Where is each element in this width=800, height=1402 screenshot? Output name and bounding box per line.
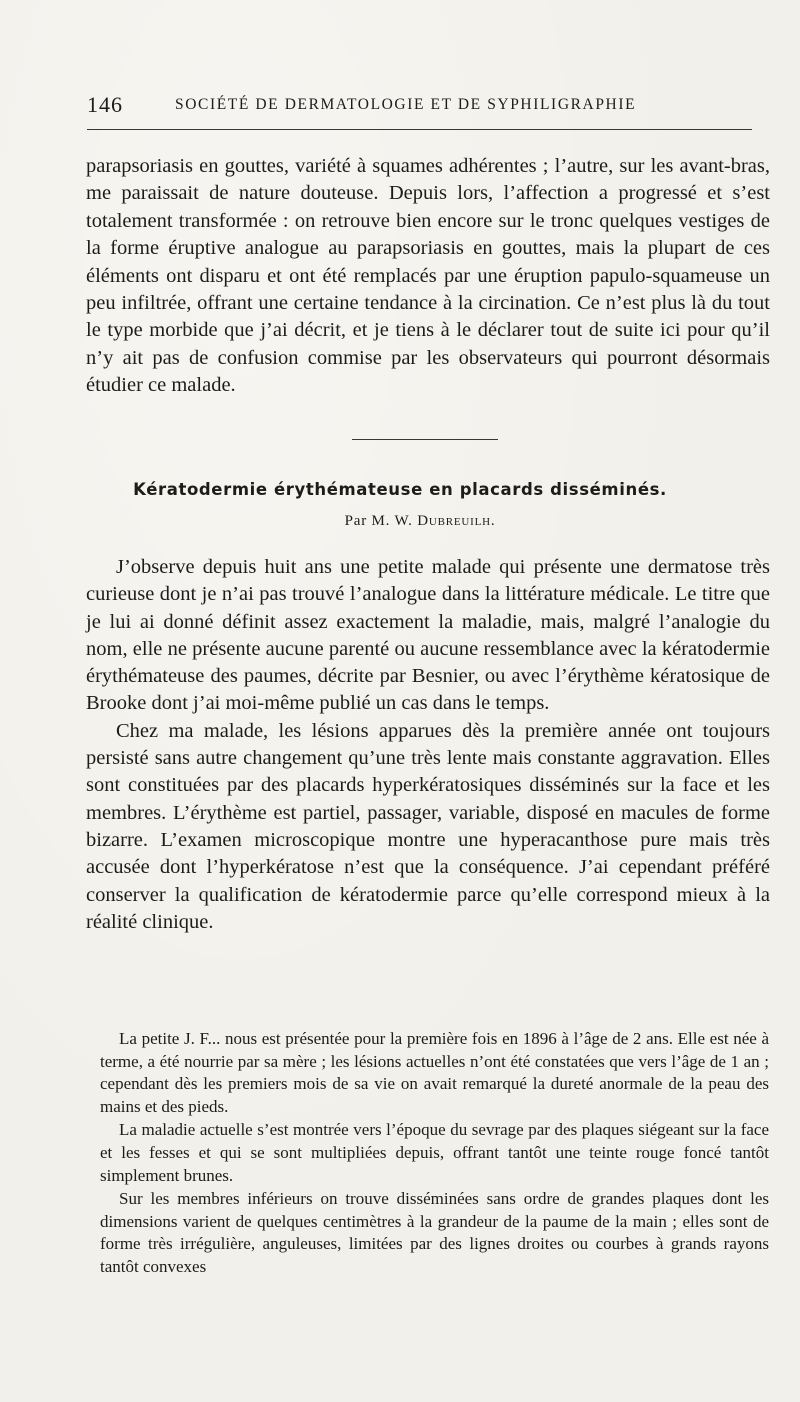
byline — [0, 513, 800, 530]
article-abstract — [86, 554, 770, 936]
case-report — [100, 1028, 769, 1279]
byline-prefix: Par M. W. — [344, 513, 413, 529]
running-head: SOCIÉTÉ DE DERMATOLOGIE ET DE SYPHILIGRAPHIE — [175, 96, 637, 113]
abstract-paragraph: J’observe depuis huit ans une petite malade qui présente une dermatose très curieuse dont je n’ai pas trouvé l’analogue dans la littérature médicale. Le titre que je lui ai donné définit assez exactement la maladie, mais, malgré l’analogie du nom, elle ne présente aucune parenté ou aucune ressemblance avec la kératodermie érythémateuse des paumes, décrite par Besnier, ou avec l’érythème kératosique de Brooke dont j’ai moi-même publié un cas dans le temps. — [86, 556, 770, 715]
abstract-paragraph: Chez ma malade, les lésions apparues dès la première année ont toujours persisté sans autre changement qu’une très lente mais constante aggravation. Elles sont constituées par des placards hyperkératosiques disséminés sur la face et les membres. L’érythème est partiel, passager, variable, disposé en macules de forme bizarre. L’examen microscopique montre une hyperacanthose pure mais très accusée dont l’hyperkératose n’est que la conséquence. J’ai cependant préféré conserver la qualification de kératodermie parce qu’elle correspond mieux à la réalité clinique. — [86, 719, 770, 933]
page-number: 146 — [87, 92, 123, 117]
article-title: Kératodermie érythémateuse en placards disséminés. — [133, 480, 667, 499]
section-divider — [352, 439, 498, 440]
author-name: Dubreuilh. — [417, 513, 496, 529]
case-paragraph: La maladie actuelle s’est montrée vers l’époque du sevrage par des plaques siégeant sur la face et les fesses et qui se sont multipliées depuis, offrant tantôt une teinte rouge foncé tantôt simplement brunes. — [100, 1120, 769, 1185]
header-rule — [87, 129, 752, 130]
case-paragraph: La petite J. F... nous est présentée pour la première fois en 1896 à l’âge de 2 ans. Elle est née à terme, a été nourrie par sa mère ; les lésions actuelles n’ont été constatées que vers l’âge de 1 an ; cependant dès les premiers mois de sa vie on avait remarqué la dureté anormale de la peau des mains et des pieds. — [100, 1029, 769, 1116]
page-header — [87, 92, 752, 120]
intro-paragraph: parapsoriasis en gouttes, variété à squames adhérentes ; l’autre, sur les avant-bras, me paraissait de nature douteuse. Depuis lors, l’affection a progressé et s’est totalement transformée : on retrouve bien encore sur le tronc quelques vestiges de la forme éruptive analogue au parapsoriasis en gouttes, mais la plupart de ces éléments ont disparu et ont été remplacés par une éruption papulo-squameuse un peu infiltrée, offrant une certaine tendance à la circination. Ce n’est plus là du tout le type morbide que j’ai décrit, et je tiens à le déclarer tout de suite ici pour qu’il n’y ait pas de confusion commise par les observateurs qui pourront désormais étudier ce malade. — [86, 155, 770, 397]
case-paragraph: Sur les membres inférieurs on trouve disséminées sans ordre de grandes plaques dont les dimensions varient de quelques centimètres à la grandeur de la paume de la main ; elles sont de forme très irrégulière, anguleuses, limitées par des lignes droites ou courbes à grands rayons tantôt convexes — [100, 1189, 769, 1276]
